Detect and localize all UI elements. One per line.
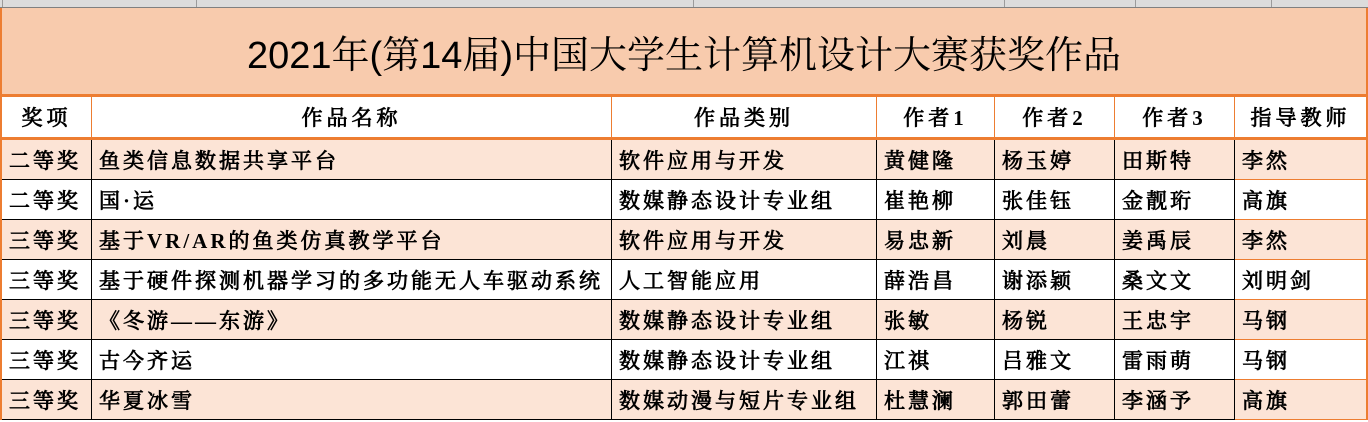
cell-author2[interactable]: 杨锐 [995,300,1115,340]
header-award[interactable]: 奖项 [2,97,92,137]
cell-category[interactable]: 人工智能应用 [612,260,877,300]
cell-author3[interactable]: 姜禹辰 [1115,220,1235,260]
cell-award[interactable]: 二等奖 [2,140,92,180]
cell-advisor[interactable]: 马钢 [1235,340,1366,380]
header-advisor[interactable]: 指导教师 [1250,106,1351,130]
cell-category[interactable]: 数媒静态设计专业组 [612,180,877,220]
gridline [196,0,197,7]
cell-author3[interactable]: 金靓珩 [1115,180,1235,220]
gridline-strip [0,0,1368,8]
table-body [2,140,1366,420]
cell-category[interactable]: 数媒动漫与短片专业组 [612,380,877,420]
cell-author1[interactable]: 易忠新 [877,220,995,260]
table-row [2,180,1366,220]
cell-category[interactable]: 软件应用与开发 [612,140,877,180]
cell-advisor[interactable]: 马钢 [1235,300,1366,340]
table-title-cell[interactable]: 2021年(第14届)中国大学生计算机设计大赛获奖作品 [2,8,1366,97]
cell-author1[interactable]: 杜慧澜 [877,380,995,420]
cell-name[interactable]: 鱼类信息数据共享平台 [92,140,612,180]
cell-author2[interactable]: 吕雅文 [995,340,1115,380]
cell-name[interactable]: 基于硬件探测机器学习的多功能无人车驱动系统 [92,260,612,300]
gridline [1135,0,1136,7]
cell-author3[interactable]: 桑文文 [1115,260,1235,300]
cell-name[interactable]: 基于VR/AR的鱼类仿真教学平台 [92,220,612,260]
cell-category[interactable]: 数媒静态设计专业组 [612,300,877,340]
cell-author2[interactable]: 杨玉婷 [995,140,1115,180]
cell-author1[interactable]: 张敏 [877,300,995,340]
cell-award[interactable]: 三等奖 [2,220,92,260]
cell-advisor[interactable]: 李然 [1235,220,1366,260]
cell-award[interactable]: 三等奖 [2,260,92,300]
cell-name[interactable]: 华夏冰雪 [92,380,612,420]
cell-category[interactable]: 软件应用与开发 [612,220,877,260]
header-author1[interactable]: 作者1 [877,97,995,137]
cell-author2[interactable]: 刘晨 [995,220,1115,260]
cell-award[interactable]: 三等奖 [2,340,92,380]
table-header-row [2,97,1366,140]
header-author3[interactable]: 作者3 [1115,97,1235,137]
cell-award[interactable]: 三等奖 [2,300,92,340]
cell-author2[interactable]: 张佳钰 [995,180,1115,220]
table-row [2,220,1366,260]
table-row [2,380,1366,420]
header-category[interactable]: 作品类别 [612,97,877,137]
gridline [1271,0,1272,7]
cell-name[interactable]: 《冬游——东游》 [92,300,612,340]
header-author2[interactable]: 作者2 [995,97,1115,137]
awards-table [0,8,1368,420]
gridline [1004,0,1005,7]
cell-advisor[interactable]: 刘明剑 [1235,260,1366,300]
cell-author2[interactable]: 郭田蕾 [995,380,1115,420]
cell-advisor[interactable]: 高旗 [1235,380,1366,420]
cell-author3[interactable]: 李涵予 [1115,380,1235,420]
cell-author1[interactable]: 黄健隆 [877,140,995,180]
cell-award[interactable]: 三等奖 [2,380,92,420]
cell-name[interactable]: 国·运 [92,180,612,220]
table-row [2,140,1366,180]
cell-name[interactable]: 古今齐运 [92,340,612,380]
gridline [2,0,3,7]
cell-advisor[interactable]: 李然 [1235,140,1366,180]
cell-author1[interactable]: 薛浩昌 [877,260,995,300]
table-row [2,300,1366,340]
cell-advisor[interactable]: 高旗 [1235,180,1366,220]
table-row [2,260,1366,300]
table-row [2,340,1366,380]
header-name[interactable]: 作品名称 [92,97,612,137]
cell-author2[interactable]: 谢添颖 [995,260,1115,300]
gridline [693,0,694,7]
cell-author3[interactable]: 雷雨萌 [1115,340,1235,380]
cell-author1[interactable]: 崔艳柳 [877,180,995,220]
cell-award[interactable]: 二等奖 [2,180,92,220]
cell-author3[interactable]: 王忠宇 [1115,300,1235,340]
cell-category[interactable]: 数媒静态设计专业组 [612,340,877,380]
cell-author1[interactable]: 江祺 [877,340,995,380]
cell-author3[interactable]: 田斯特 [1115,140,1235,180]
